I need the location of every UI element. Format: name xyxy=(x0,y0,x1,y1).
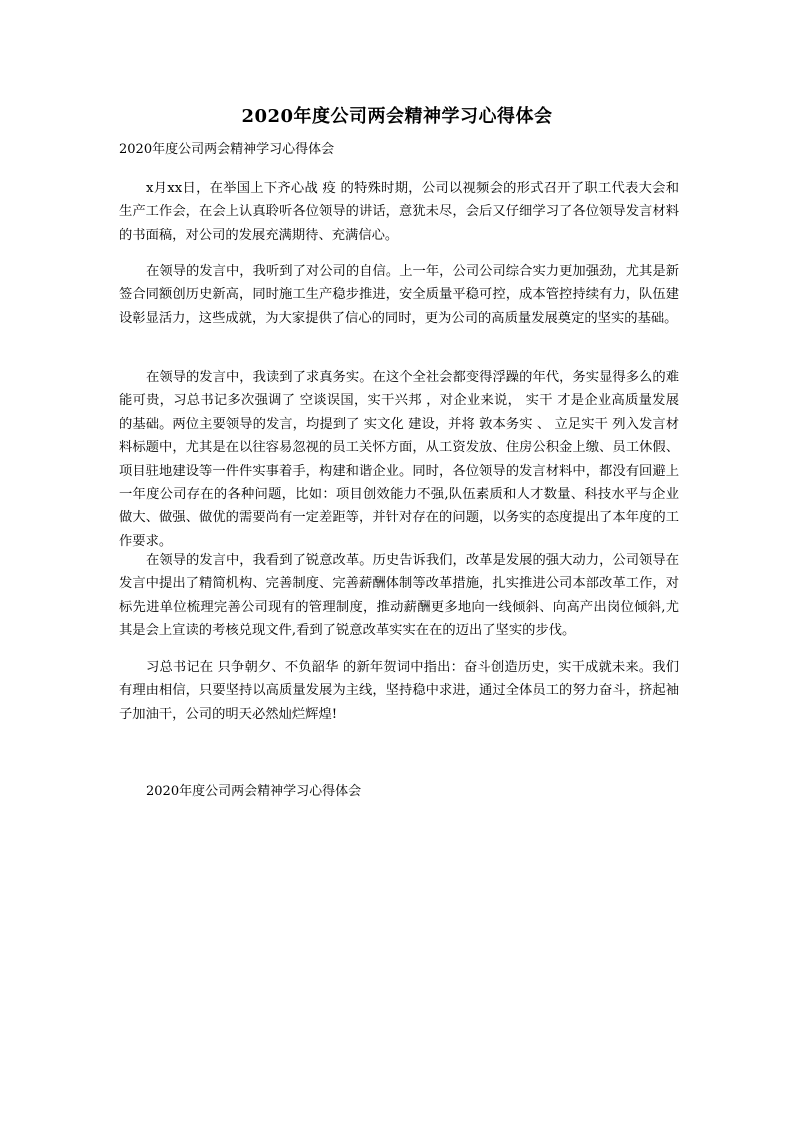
paragraph-reform: 在领导的发言中，我看到了锐意改革。历史告诉我们，改革是发展的强大动力，公司领导在发言中提出了精简机构、完善制度、完善薪酬体制等改革措施，扎实推进公司本部改革工作，对标先进单位梳理完善公司现有的管理制度，推动薪酬更多地向一线倾斜、向高产出岗位倾斜,尤其是会上宣读的考核兑现文件,看到了锐意改革实实在在的迈出了坚实的步伐。 xyxy=(119,553,679,639)
paragraph-confidence: 在领导的发言中，我听到了对公司的自信。上一年，公司公司综合实力更加强劲，尤其是新签合同额创历史新高，同时施工生产稳步推进，安全质量平稳可控，成本管控持续有力，队伍建设彰显活力，这些成就，为大家提供了信心的同时，更为公司的高质量发展奠定的坚实的基础。 xyxy=(119,264,679,326)
document-subtitle: 2020年度公司两会精神学习心得体会 xyxy=(119,142,335,157)
paragraph-meeting-intro: x月xx日，在举国上下齐心战 疫 的特殊时期，公司以视频会的形式召开了职工代表大会和生产工作会，在会上认真聆听各位领导的讲话，意犹未尽，会后又仔细学习了各位领导发言材料的书面稿，对公司的发展充满期待、充满信心。 xyxy=(119,181,679,243)
paragraph-conclusion: 习总书记在 只争朝夕、不负韶华 的新年贺词中指出：奋斗创造历史，实干成就未来。我们有理由相信，只要坚持以高质量发展为主线，坚持稳中求进，通过全体员工的努力奋斗，挤起袖子加油干，公司的明天必然灿烂辉煌! xyxy=(119,660,679,722)
paragraph-pragmatism: 在领导的发言中，我读到了求真务实。在这个全社会都变得浮躁的年代，务实显得多么的难能可贵，习总书记多次强调了 空谈误国，实干兴邦 ，对企业来说， 实干 才是企业高质量发展的基础。两位主要领导的发言，均提到了 实文化 建设，并将 敦本务实 、 立足实干 列入发言材料标题中，尤其是在以往容易忽视的员工关怀方面，从工资发放、住房公积金上缴、员工休假、项目驻地建设等一件件实事着手，构建和谐企业。同时，各位领导的发言材料中，都没有回避上一年度公司存在的各种问题，比如：项目创效能力不强,队伍素质和人才数量、科技水平与企业做大、做强、做优的需要尚有一定差距等，并针对存在的问题，以务实的态度提出了本年度的工作要求。 xyxy=(119,370,679,549)
document-footer: 2020年度公司两会精神学习心得体会 xyxy=(146,784,362,799)
document-title: 2020年度公司两会精神学习心得体会 xyxy=(241,106,553,127)
